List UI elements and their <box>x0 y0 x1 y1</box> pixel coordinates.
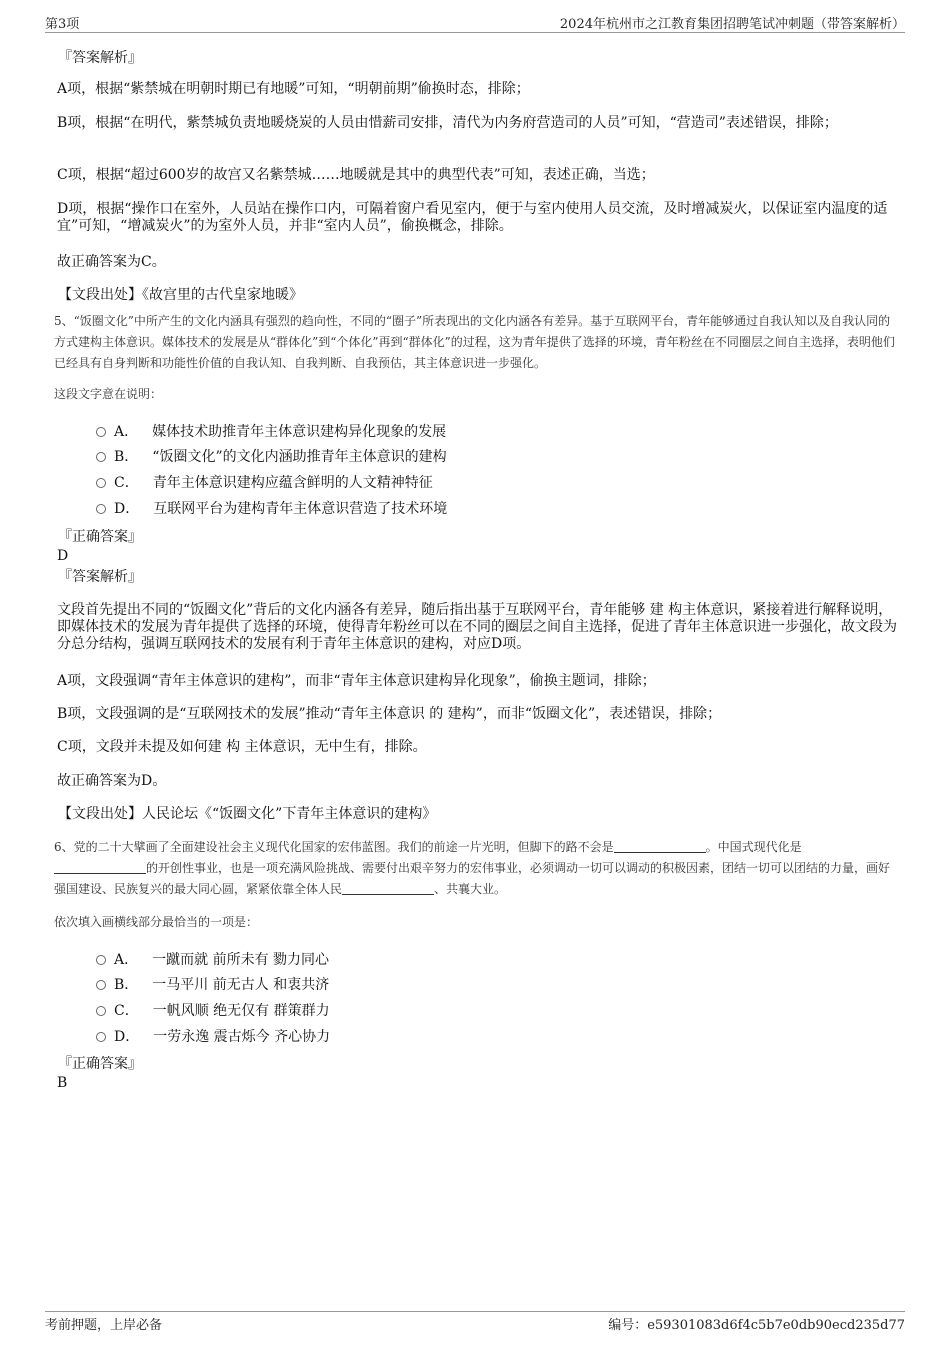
q6-prompt: 依次填入画横线部分最恰当的一项是： <box>54 915 259 929</box>
document-title: 2024年杭州市之江教育集团招聘笔试冲刺题（带答案解析） <box>559 17 905 32</box>
q5-option-c[interactable] <box>96 474 433 492</box>
q5-conclusion: 故正确答案为D。 <box>57 773 167 789</box>
option-text: 青年主体意识建构应蕴含鲜明的人文精神特征 <box>152 475 433 491</box>
option-text: 一劳永逸 震古烁今 齐心协力 <box>153 1029 331 1045</box>
q5-analysis-a: A项，文段强调“青年主体意识的建构”，而非“青年主体意识建构异化现象”，偷换主题词，排除； <box>57 673 656 689</box>
option-text: 互联网平台为建构青年主体意识营造了技术环境 <box>153 501 448 517</box>
option-letter: B． <box>114 449 139 465</box>
q6-stem-part: 6、党的二十大擘画了全面建设社会主义现代化国家的宏伟蓝图。我们的前途一片光明，但脚下的路不会是 <box>54 840 614 854</box>
q5-analysis: 文段首先提出不同的“饭圈文化”背后的文化内涵各有差异，随后指出基于互联网平台，青年能够 建 构主体意识，紧接着进行解释说明，即媒体技术的发展为青年提供了选择的环境，使得青年粉丝可以在不同的圈层之间自主选择，促进了青年主体意识进一步强化，故文段为分总分结构，强调互联网技术的发展有利于青年主体意识的建构，对应D项。 <box>57 602 897 652</box>
q5-answer-heading: 『正确答案』 <box>58 529 142 545</box>
option-letter: D． <box>114 1029 140 1045</box>
option-letter: A． <box>114 424 139 440</box>
radio-icon[interactable] <box>96 504 106 514</box>
q6-answer-heading: 『正确答案』 <box>58 1056 142 1072</box>
option-letter: C． <box>114 475 139 491</box>
q5-prompt: 这段文字意在说明： <box>54 387 163 401</box>
radio-icon[interactable] <box>96 955 106 965</box>
footer-slogan: 考前押题，上岸必备 <box>45 1318 163 1333</box>
q4-source: 【文段出处】《故宫里的古代皇家地暖》 <box>58 287 303 303</box>
radio-icon[interactable] <box>96 1032 106 1042</box>
radio-icon[interactable] <box>96 452 106 462</box>
q6-stem-part: 、共襄大业。 <box>434 882 507 896</box>
footer-divider <box>45 1311 905 1312</box>
q6-stem-part: 。中国式现代化是 <box>705 840 802 854</box>
radio-icon[interactable] <box>96 980 106 990</box>
q5-option-a[interactable] <box>96 423 446 441</box>
radio-icon[interactable] <box>96 478 106 488</box>
q4-conclusion: 故正确答案为C。 <box>57 254 166 270</box>
q5-source: 【文段出处】人民论坛《“饭圈文化”下青年主体意识的建构》 <box>58 806 437 822</box>
q6-option-d[interactable] <box>96 1028 330 1046</box>
q6-stem-part: 的开创性事业，也是一项充满风险挑战、需要付出艰辛努力的宏伟事业，必须调动一切可以调动的积极因素，团结一切可以团结的力量，画好强国建设、民族复兴的最大同心圆，紧紧依靠全体人民 <box>54 861 891 896</box>
q6-option-b[interactable] <box>96 976 329 994</box>
q6-stem <box>54 837 896 900</box>
fill-blank-1 <box>614 841 706 853</box>
q4-analysis-b: B项，根据“在明代，紫禁城负责地暖烧炭的人员由惜薪司安排，清代为内务府营造司的人员”可知，“营造司”表述错误，排除； <box>57 115 838 131</box>
option-letter: C． <box>114 1003 139 1019</box>
option-letter: D． <box>114 501 140 517</box>
q6-answer: B <box>57 1075 68 1091</box>
q4-analysis-a: A项，根据“紫禁城在明朝时期已有地暖”可知，“明朝前期”偷换时态，排除； <box>57 81 530 97</box>
radio-icon[interactable] <box>96 1006 106 1016</box>
q6-option-a[interactable] <box>96 951 329 969</box>
radio-icon[interactable] <box>96 427 106 437</box>
option-text: 媒体技术助推青年主体意识建构异化现象的发展 <box>152 424 447 440</box>
q4-analysis-c: C项，根据“超过600岁的故宫又名紫禁城……地暖就是其中的典型代表”可知，表述正确，当选； <box>57 167 655 183</box>
q5-analysis-c: C项，文段并未提及如何建 构 主体意识，无中生有，排除。 <box>57 739 427 755</box>
option-letter: A． <box>114 952 139 968</box>
q4-analysis-heading: 『答案解析』 <box>58 50 142 66</box>
option-text: 一蹴而就 前所未有 勠力同心 <box>152 952 330 968</box>
q4-analysis-d: D项，根据“操作口在室外，人员站在操作口内，可隔着窗户看见室内，便于与室内使用人员交流，及时增减炭火，以保证室内温度的适宜”可知，“增减炭火”的为室外人员，并非“室内人员”，偷换概念，排除。 <box>57 201 888 234</box>
header-divider <box>45 32 905 33</box>
document-id: 编号：e59301083d6f4c5b7e0db90ecd235d77 <box>608 1318 905 1333</box>
q5-answer: D <box>57 548 69 564</box>
option-text: 一马平川 前无古人 和衷共济 <box>152 977 330 993</box>
q5-analysis-heading: 『答案解析』 <box>58 569 142 585</box>
q5-stem: 5、“饭圈文化”中所产生的文化内涵具有强烈的趋向性，不同的“圈子”所表现出的文化内涵各有差异。基于互联网平台，青年能够通过自我认知以及自我认同的方式建构主体意识。媒体技术的发展是从“群体化”到“个体化”再到“群体化”的过程，这为青年提供了选择的环境，青年粉丝在不同圈层之间自主选择，表明他们已经具有自身判断和功能性价值的自我认知、自我判断、自我预估，其主体意识进一步强化。 <box>54 314 895 370</box>
option-text: 一帆风顺 绝无仅有 群策群力 <box>152 1003 330 1019</box>
q5-option-d[interactable] <box>96 500 447 518</box>
q6-option-c[interactable] <box>96 1002 330 1020</box>
q5-analysis-b: B项，文段强调的是“互联网技术的发展”推动“青年主体意识 的 建构”，而非“饭圈文化”，表述错误，排除； <box>57 706 722 722</box>
option-letter: B． <box>114 977 139 993</box>
fill-blank-3 <box>342 883 434 895</box>
fill-blank-2 <box>54 862 146 874</box>
option-text: “饭圈文化”的文化内涵助推青年主体意识的建构 <box>152 449 447 465</box>
page-number: 第3项 <box>45 17 80 32</box>
q5-option-b[interactable] <box>96 448 447 466</box>
